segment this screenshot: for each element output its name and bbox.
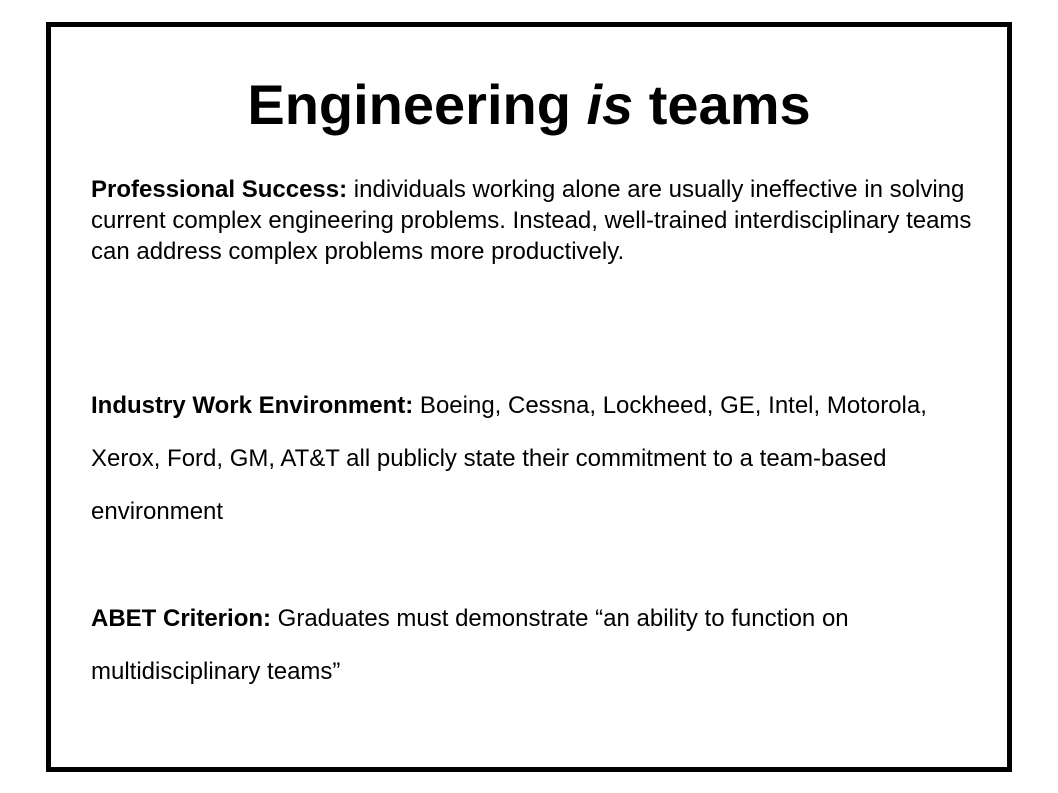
professional-success-paragraph <box>91 174 991 267</box>
industry-work-environment-paragraph <box>91 379 991 538</box>
abet-criterion-text: Graduates must demonstrate “an ability to function on multidisciplinary teams” <box>91 605 849 685</box>
industry-work-environment-label: Industry Work Environment: <box>91 392 414 419</box>
title-suffix: teams <box>633 73 811 136</box>
title-emphasis: is <box>586 73 634 136</box>
abet-criterion-paragraph <box>91 592 991 698</box>
professional-success-label: Professional Success: <box>91 176 348 203</box>
title-prefix: Engineering <box>247 73 587 136</box>
professional-success-text: individuals working alone are usually ineffective in solving current complex engineering problems. Instead, well-trained interdisciplinary teams can address complex problems more productively. <box>91 176 972 265</box>
industry-work-environment-text: Boeing, Cessna, Lockheed, GE, Intel, Motorola, Xerox, Ford, GM, AT&T all publicly state their commitment to a team-based environment <box>91 392 927 525</box>
abet-criterion-label: ABET Criterion: <box>91 605 271 632</box>
slide-title <box>51 73 1007 136</box>
slide-frame <box>46 22 1012 772</box>
